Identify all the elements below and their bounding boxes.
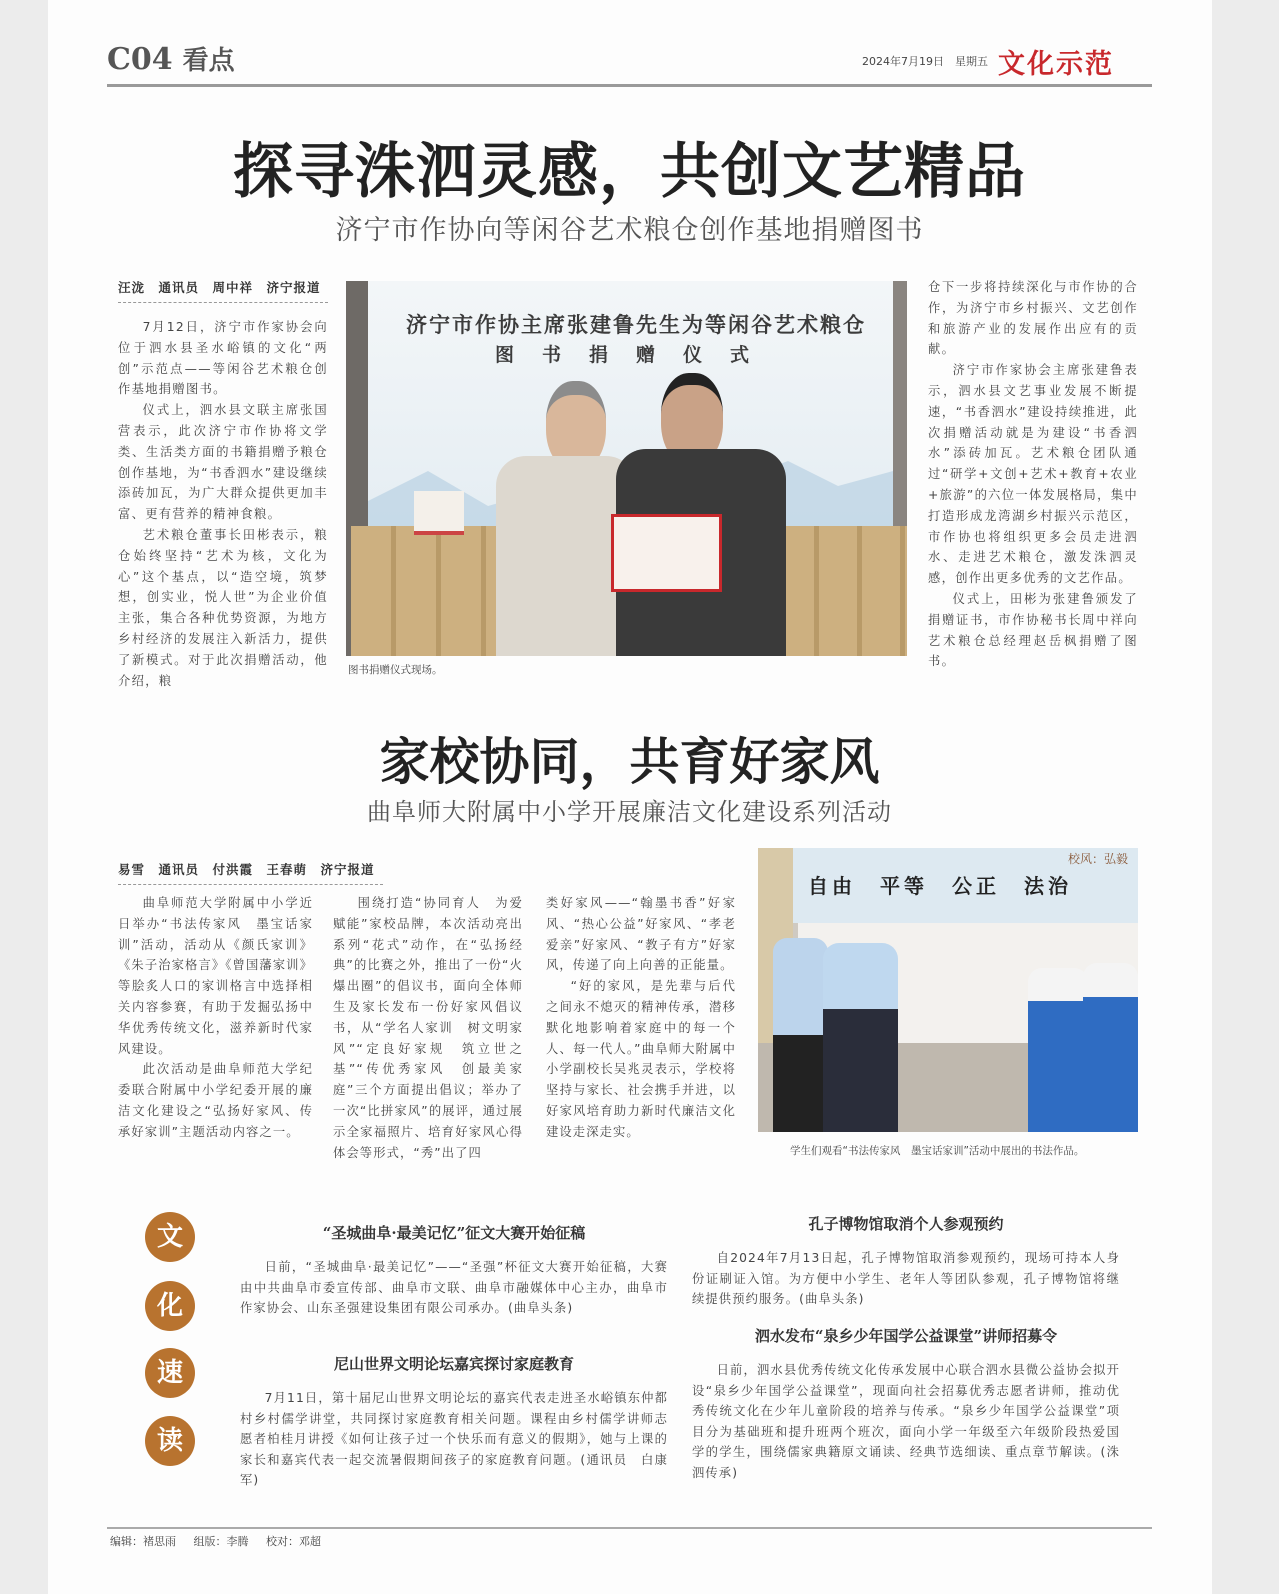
student (1028, 968, 1088, 1132)
article2-column-1 (118, 893, 313, 1143)
article2-photo-caption: 学生们观看“书法传家风 墨宝话家训”活动中展出的书法作品。 (790, 1145, 1085, 1157)
brief-body: 自2024年7月13日起，孔子博物馆取消参观预约，现场可持本人身份证刷证入馆。为方便中小学生、老年人等团队参观，孔子博物馆将继续提供预约服务。(曲阜头条) (692, 1251, 1120, 1306)
header-divider (107, 84, 1152, 87)
article2-subheadline: 曲阜师大附属中小学开展廉洁文化建设系列活动 (367, 798, 892, 826)
section-name: 看点 (182, 46, 235, 76)
paragraph: 曲阜师范大学附属中小学近日举办“书法传家风 墨宝话家训”活动，活动从《颜氏家训》《朱子治家格言》《曾国藩家训》等脍炙人口的家训格言中选择相关内容参赛，有助于发掘弘扬中华优秀传统文化，滋养新时代家风建设。 (118, 896, 313, 1056)
brief-body: 日前，泗水县优秀传统文化传承发展中心联合泗水县微公益协会拟开设“泉乡少年国学公益课堂”，现面向社会招募优秀志愿者讲师，推动优秀传统文化在少年儿童阶段的培养与传承。“泉乡少年国学公益课堂”项目分为基础班和提升班两个班次，面向小学一年级至六年级阶段热爱国学的学生，围绕儒家典籍原文诵读、经典节选细读、重点章节解读。(洙泗传承) (692, 1363, 1120, 1480)
banner-line-1: 济宁市作协主席张建鲁先生为等闲谷艺术粮仓 (406, 312, 866, 337)
article1-photo (346, 281, 907, 656)
brief-body: 7月11日，第十届尼山世界文明论坛的嘉宾代表走进圣水峪镇东仲都村乡村儒学讲堂，共同探讨家庭教育相关问题。课程由乡村儒学讲师志愿者柏桂月讲授《如何让孩子过一个快乐而有意义的假期》，她与上课的家长和嘉宾代表一起交流暑假期间孩子的家庭教育问题。(通讯员 白康军) (240, 1391, 668, 1487)
paragraph: 类好家风——“翰墨书香”好家风、“热心公益”好家风、“孝老爱亲”好家风、“教子有方”好家风，传递了向上向善的正能量。 (546, 896, 736, 973)
weekday-text: 星期五 (955, 55, 988, 68)
date-text: 2024年7月19日 (862, 55, 944, 68)
editor-credit: 编辑：褚思雨 (110, 1535, 176, 1548)
article1-photo-caption: 图书捐赠仪式现场。 (348, 664, 443, 676)
quick-read-label-char: 文 (145, 1212, 195, 1262)
paragraph: 艺术粮仓董事长田彬表示，粮仓始终坚持“艺术为核，文化为心”这个基点，以“造空境，筑梦想，创实业，悦人世”为企业价值主张，集合各种优势资源，为地方乡村经济的发展注入新活力，提供了新模式。对于此次捐赠活动，他介绍，粮 (118, 527, 328, 688)
paragraph: 7月12日，济宁市作家协会向位于泗水县圣水峪镇的文化“两创”示范点——等闲谷艺术粮仓创作基地捐赠图书。 (118, 320, 328, 397)
quick-read-label-char: 速 (145, 1348, 195, 1398)
quick-read-label-char: 读 (145, 1416, 195, 1466)
article1-column-3 (928, 277, 1138, 672)
board-side-text: 校风：弘毅 (1068, 852, 1129, 866)
page-number-text: C04 (107, 42, 173, 77)
article2-photo (758, 848, 1138, 1132)
article2-byline-wrap (118, 860, 383, 885)
paragraph: 仪式上，泗水县文联主席张国营表示，此次济宁市作协将文学类、生活类方面的书籍捐赠予粮仓创作基地，为“书香泗水”建设继续添砖加瓦，为广大群众提供更加丰富、更有营养的精神食粮。 (118, 403, 328, 522)
footer-divider (107, 1527, 1152, 1529)
brief-title: 泗水发布“泉乡少年国学公益课堂”讲师招募令 (754, 1327, 1058, 1345)
paragraph: 仪式上，田彬为张建鲁颁发了捐赠证书，市作协秘书长周中祥向艺术粮仓总经理赵岳枫捐赠了图书。 (928, 591, 1138, 669)
brief-title: “圣城曲阜·最美记忆”征文大赛开始征稿 (322, 1224, 586, 1242)
article2-headline: 家校协同，共育好家风 (379, 732, 880, 791)
board-slogan: 自由 平等 公正 法治 (808, 874, 1072, 898)
article1-headline: 探寻洙泗灵感，共创文艺精品 (233, 137, 1026, 207)
brief-item (692, 1325, 1120, 1483)
proofreader-credit: 校对：邓超 (266, 1535, 321, 1548)
brief-item (240, 1353, 668, 1491)
student (823, 943, 898, 1132)
brief-body: 日前，“圣城曲阜·最美记忆”——“圣强”杯征文大赛开始征稿，大赛由中共曲阜市委宣传部、曲阜市文联、曲阜市融媒体中心主办，曲阜市作家协会、山东圣强建设集团有限公司承办。(曲阜头条) (240, 1260, 668, 1315)
student (1083, 963, 1138, 1132)
banner-line-2: 图书捐赠仪式 (494, 344, 777, 366)
brief-item (692, 1213, 1120, 1310)
footer-credits (110, 1533, 335, 1549)
paragraph: 围绕打造“协同育人 为爱赋能”家校品牌，本次活动亮出系列“花式”动作，在“弘扬经典”的比赛之外，推出了一份“火爆出圈”的倡议书，面向全体师生及家长发布一份好家风倡议书，从“学名人家训 树文明家风”“定良好家规 筑立世之基”“传优秀家风 创最美家庭”三个方面提出倡议；举办了一次“比拼家风”的展评，通过展示全家福照片、培育好家风心得体会等形式，“秀”出了四 (333, 896, 523, 1160)
book-parcels-left (351, 526, 501, 656)
donation-certificate (611, 514, 722, 592)
layout-credit: 组版：李腾 (193, 1535, 249, 1548)
article1-column-1 (118, 278, 328, 688)
paragraph: “好的家风，是先辈与后代之间永不熄灭的精神传承，潜移默化地影响着家庭中的每一个人、每一代人。”曲阜师大附属中小学副校长吴兆灵表示，学校将坚持与家长、社会携手并进，以好家风培育助力新时代廉洁文化建设走深走实。 (546, 979, 736, 1139)
brief-item (240, 1222, 668, 1319)
page-number (107, 40, 235, 77)
paragraph: 济宁市作家协会主席张建鲁表示，泗水县文艺事业发展不断提速，“书香泗水”建设持续推进，此次捐赠活动就是为建设“书香泗水”添砖加瓦。艺术粮仓团队通过“研学+文创+艺术+教育+农业+旅游”的六位一体发展格局，集中打造形成龙湾湖乡村振兴示范区，市作协也将组织更多会员走进泗水、走进艺术粮仓，激发洙泗灵感，创作出更多优秀的文艺作品。 (928, 363, 1138, 586)
brief-title: 尼山世界文明论坛嘉宾探讨家庭教育 (333, 1355, 574, 1373)
quick-read-label-char: 化 (145, 1281, 195, 1331)
paragraph: 仓下一步将持续深化与市作协的合作，为济宁市乡村振兴、文艺创作和旅游产业的发展作出应有的贡献。 (928, 280, 1138, 357)
article2-byline: 易雪 通讯员 付洪霞 王春萌 济宁报道 (118, 860, 383, 885)
column-brand: 文化示范 (998, 49, 1114, 80)
brief-title: 孔子博物馆取消个人参观预约 (808, 1215, 1004, 1233)
book-parcels-right (776, 526, 907, 656)
issue-date (862, 53, 988, 69)
article2-column-2 (333, 893, 523, 1163)
article2-column-3 (546, 893, 736, 1143)
student (773, 938, 828, 1132)
article1-subheadline: 济宁市作协向等闲谷艺术粮仓创作基地捐赠图书 (335, 215, 924, 246)
paragraph: 此次活动是曲阜师范大学纪委联合附属中小学纪委开展的廉洁文化建设之“弘扬好家风、传承好家训”主题活动内容之一。 (118, 1062, 313, 1139)
book-stack (414, 491, 464, 535)
article1-byline: 汪泷 通讯员 周中祥 济宁报道 (118, 278, 328, 303)
